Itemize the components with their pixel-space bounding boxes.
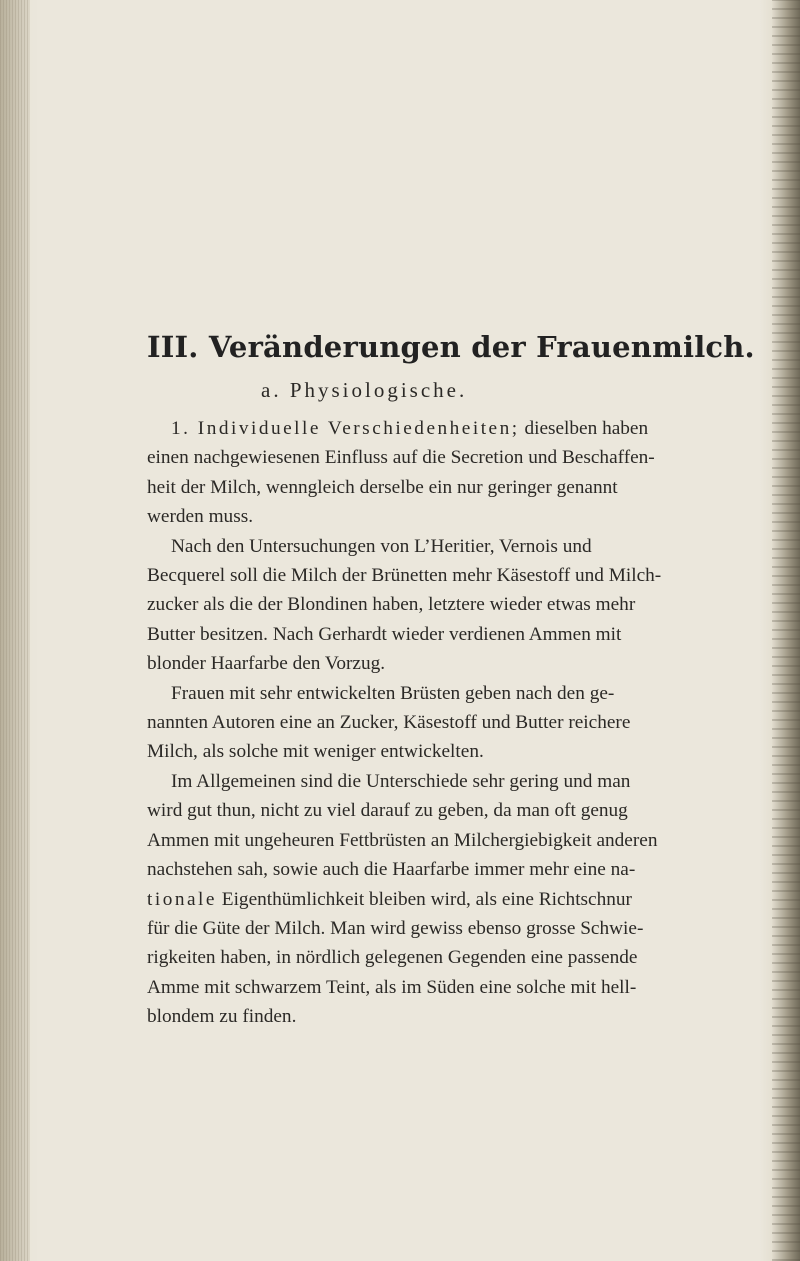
- text-fragment: Eigenthümlichkeit bleiben wird, als eine Richtschnur: [216, 888, 632, 910]
- text-line: blonder Haarfarbe den Vorzug.: [147, 653, 386, 675]
- paragraph-4: [147, 767, 767, 1032]
- section-subtitle: a. Physiologische.: [261, 378, 468, 402]
- text-line: wird gut thun, nicht zu viel darauf zu geben, da man oft genug: [147, 800, 628, 822]
- text-line: einen nachgewiesenen Einfluss auf die Secretion und Beschaffen-: [147, 447, 655, 469]
- text-line: werden muss.: [147, 506, 254, 528]
- text-line: nachstehen sah, sowie auch die Haarfarbe immer mehr eine na-: [147, 859, 636, 881]
- text-fragment: dieselben haben: [519, 418, 649, 439]
- text-line: Nach den Untersuchungen von L’Heritier, Vernois und: [171, 535, 592, 557]
- book-spine-edge: [0, 0, 30, 1261]
- text-line: zucker als die der Blondinen haben, letztere wieder etwas mehr: [147, 594, 636, 616]
- text-line: für die Güte der Milch. Man wird gewiss ebenso grosse Schwie-: [147, 917, 644, 939]
- paragraph-3: [147, 679, 767, 767]
- text-line: [147, 414, 767, 443]
- emphasized-word: tionale: [147, 888, 217, 910]
- text-line: Im Allgemeinen sind die Unterschiede sehr gering und man: [171, 770, 631, 792]
- text-line: nannten Autoren eine an Zucker, Käsestoff und Butter reichere: [147, 712, 631, 734]
- text-block: [147, 330, 767, 1032]
- page-fore-edge: [772, 0, 800, 1261]
- text-line: Ammen mit ungeheuren Fettbrüsten an Milchergiebigkeit anderen: [147, 829, 658, 851]
- text-line: Amme mit schwarzem Teint, als im Süden eine solche mit hell-: [147, 976, 637, 998]
- text-line: rigkeiten haben, in nördlich gelegenen Gegenden eine passende: [147, 947, 638, 969]
- text-line: Butter besitzen. Nach Gerhardt wieder verdienen Ammen mit: [147, 623, 622, 645]
- text-line: [147, 885, 767, 914]
- paragraph-2: [147, 532, 767, 679]
- text-line: blondem zu finden.: [147, 1006, 297, 1028]
- paragraph-1: [147, 414, 767, 532]
- chapter-title: III. Veränderungen der Frauenmilch.: [147, 330, 755, 364]
- emphasized-heading: 1. Individuelle Verschiedenheiten;: [171, 418, 520, 439]
- text-line: Frauen mit sehr entwickelten Brüsten geben nach den ge-: [171, 682, 615, 704]
- text-line: heit der Milch, wenngleich derselbe ein nur geringer genannt: [147, 476, 618, 498]
- text-line: Milch, als solche mit weniger entwickelten.: [147, 741, 484, 763]
- text-line: Becquerel soll die Milch der Brünetten mehr Käsestoff und Milch-: [147, 565, 662, 587]
